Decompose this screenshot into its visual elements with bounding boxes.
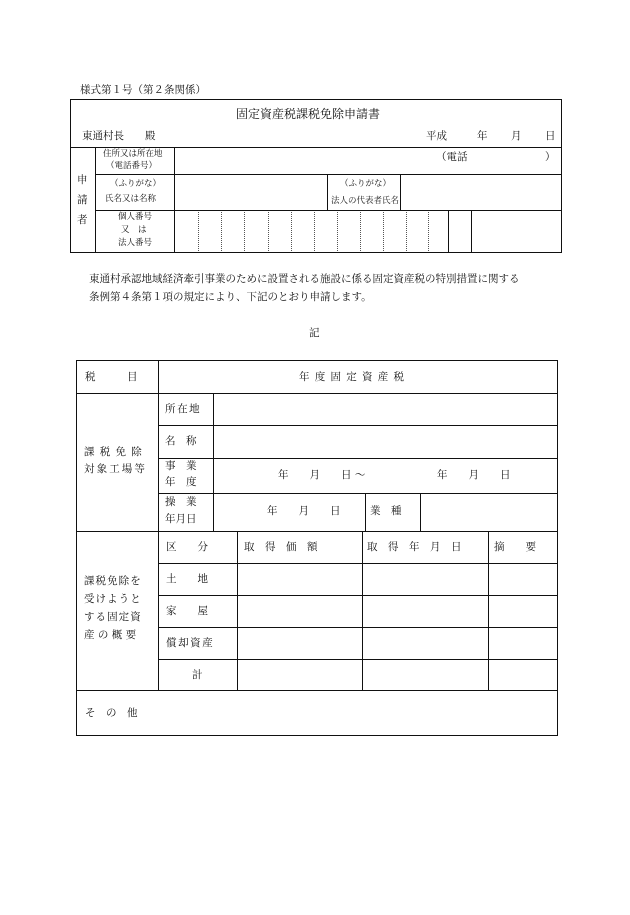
ki-label: 記 bbox=[309, 327, 320, 339]
other-field[interactable] bbox=[160, 692, 556, 734]
col-category: 区 分 bbox=[166, 541, 208, 553]
tax-item-value: 年度固定資産税 bbox=[299, 371, 410, 383]
period-end: 年 月 日 bbox=[437, 469, 511, 481]
date-month: 月 bbox=[511, 130, 522, 142]
date-day: 日 bbox=[545, 130, 556, 142]
name-field[interactable] bbox=[176, 175, 326, 209]
location-label: 所在地 bbox=[165, 403, 202, 415]
address-label: 住所又は所在地 bbox=[103, 149, 163, 159]
date-year: 年 bbox=[477, 130, 488, 142]
applicant-label-1: 申 bbox=[77, 174, 88, 186]
summary-label-1: 課税免除を bbox=[84, 575, 142, 587]
body-text-line-1: 東通村承認地域経済牽引事業のために設置される施設に係る固定資産税の特別措置に関する bbox=[89, 273, 520, 285]
applicant-label-2: 請 bbox=[77, 194, 88, 206]
location-field[interactable] bbox=[215, 394, 556, 424]
addressee: 東通村長 殿 bbox=[82, 130, 156, 142]
facility-name-field[interactable] bbox=[215, 426, 556, 457]
col-date: 取 得 年 月 日 bbox=[367, 541, 462, 553]
row-land: 土 地 bbox=[166, 573, 208, 585]
industry-label: 業 種 bbox=[370, 505, 402, 517]
id-number-field[interactable] bbox=[176, 211, 471, 251]
industry-field[interactable] bbox=[422, 494, 556, 530]
op-date: 年 月 日 bbox=[267, 505, 341, 517]
id-label-2: 又 は bbox=[121, 225, 147, 235]
target-label-1: 課税免除 bbox=[84, 446, 147, 458]
row-total: 計 bbox=[192, 669, 203, 681]
row-depreciable: 償却資産 bbox=[166, 637, 215, 649]
address-field[interactable] bbox=[176, 148, 426, 173]
rep-label: 法人の代表者氏名 bbox=[331, 196, 400, 206]
body-text-line-2: 条例第４条第１項の規定により、下記のとおり申請します。 bbox=[89, 291, 372, 303]
phone-open: （電話 bbox=[436, 151, 468, 163]
applicant-label-3: 者 bbox=[77, 214, 88, 226]
phone-close: ） bbox=[545, 151, 556, 163]
col-note: 摘 要 bbox=[494, 541, 536, 553]
other-label: そ の 他 bbox=[85, 707, 138, 719]
date-era: 平成 bbox=[426, 130, 447, 142]
rep-furigana: （ふりがな） bbox=[340, 179, 392, 189]
biz-year-label-1: 事 業 bbox=[165, 460, 197, 472]
rep-name-field[interactable] bbox=[402, 175, 560, 209]
summary-label-4: 産の概要 bbox=[84, 629, 140, 641]
form-number: 様式第１号（第２条関係） bbox=[80, 84, 206, 96]
name-label-2: 名 称 bbox=[165, 435, 197, 447]
id-label-3: 法人番号 bbox=[118, 238, 153, 248]
biz-year-label-2: 年 度 bbox=[165, 476, 197, 488]
tax-item-label: 税 目 bbox=[85, 371, 138, 383]
target-label-2: 対象工場等 bbox=[84, 463, 147, 475]
form-title: 固定資産税課税免除申請書 bbox=[236, 107, 381, 121]
name-furigana: （ふりがな） bbox=[110, 179, 162, 189]
row-house: 家 屋 bbox=[166, 605, 208, 617]
col-cost: 取 得 価 額 bbox=[244, 541, 318, 553]
summary-label-3: する固定資 bbox=[84, 611, 142, 623]
id-label-1: 個人番号 bbox=[118, 212, 153, 222]
summary-label-2: 受けようと bbox=[84, 593, 142, 605]
op-label-1: 操 業 bbox=[165, 496, 197, 508]
phone-label: （電話番号） bbox=[106, 161, 158, 171]
period-start: 年 月 日 〜 bbox=[278, 469, 366, 481]
name-label: 氏名又は名称 bbox=[105, 194, 157, 204]
op-label-2: 年月日 bbox=[165, 513, 197, 525]
